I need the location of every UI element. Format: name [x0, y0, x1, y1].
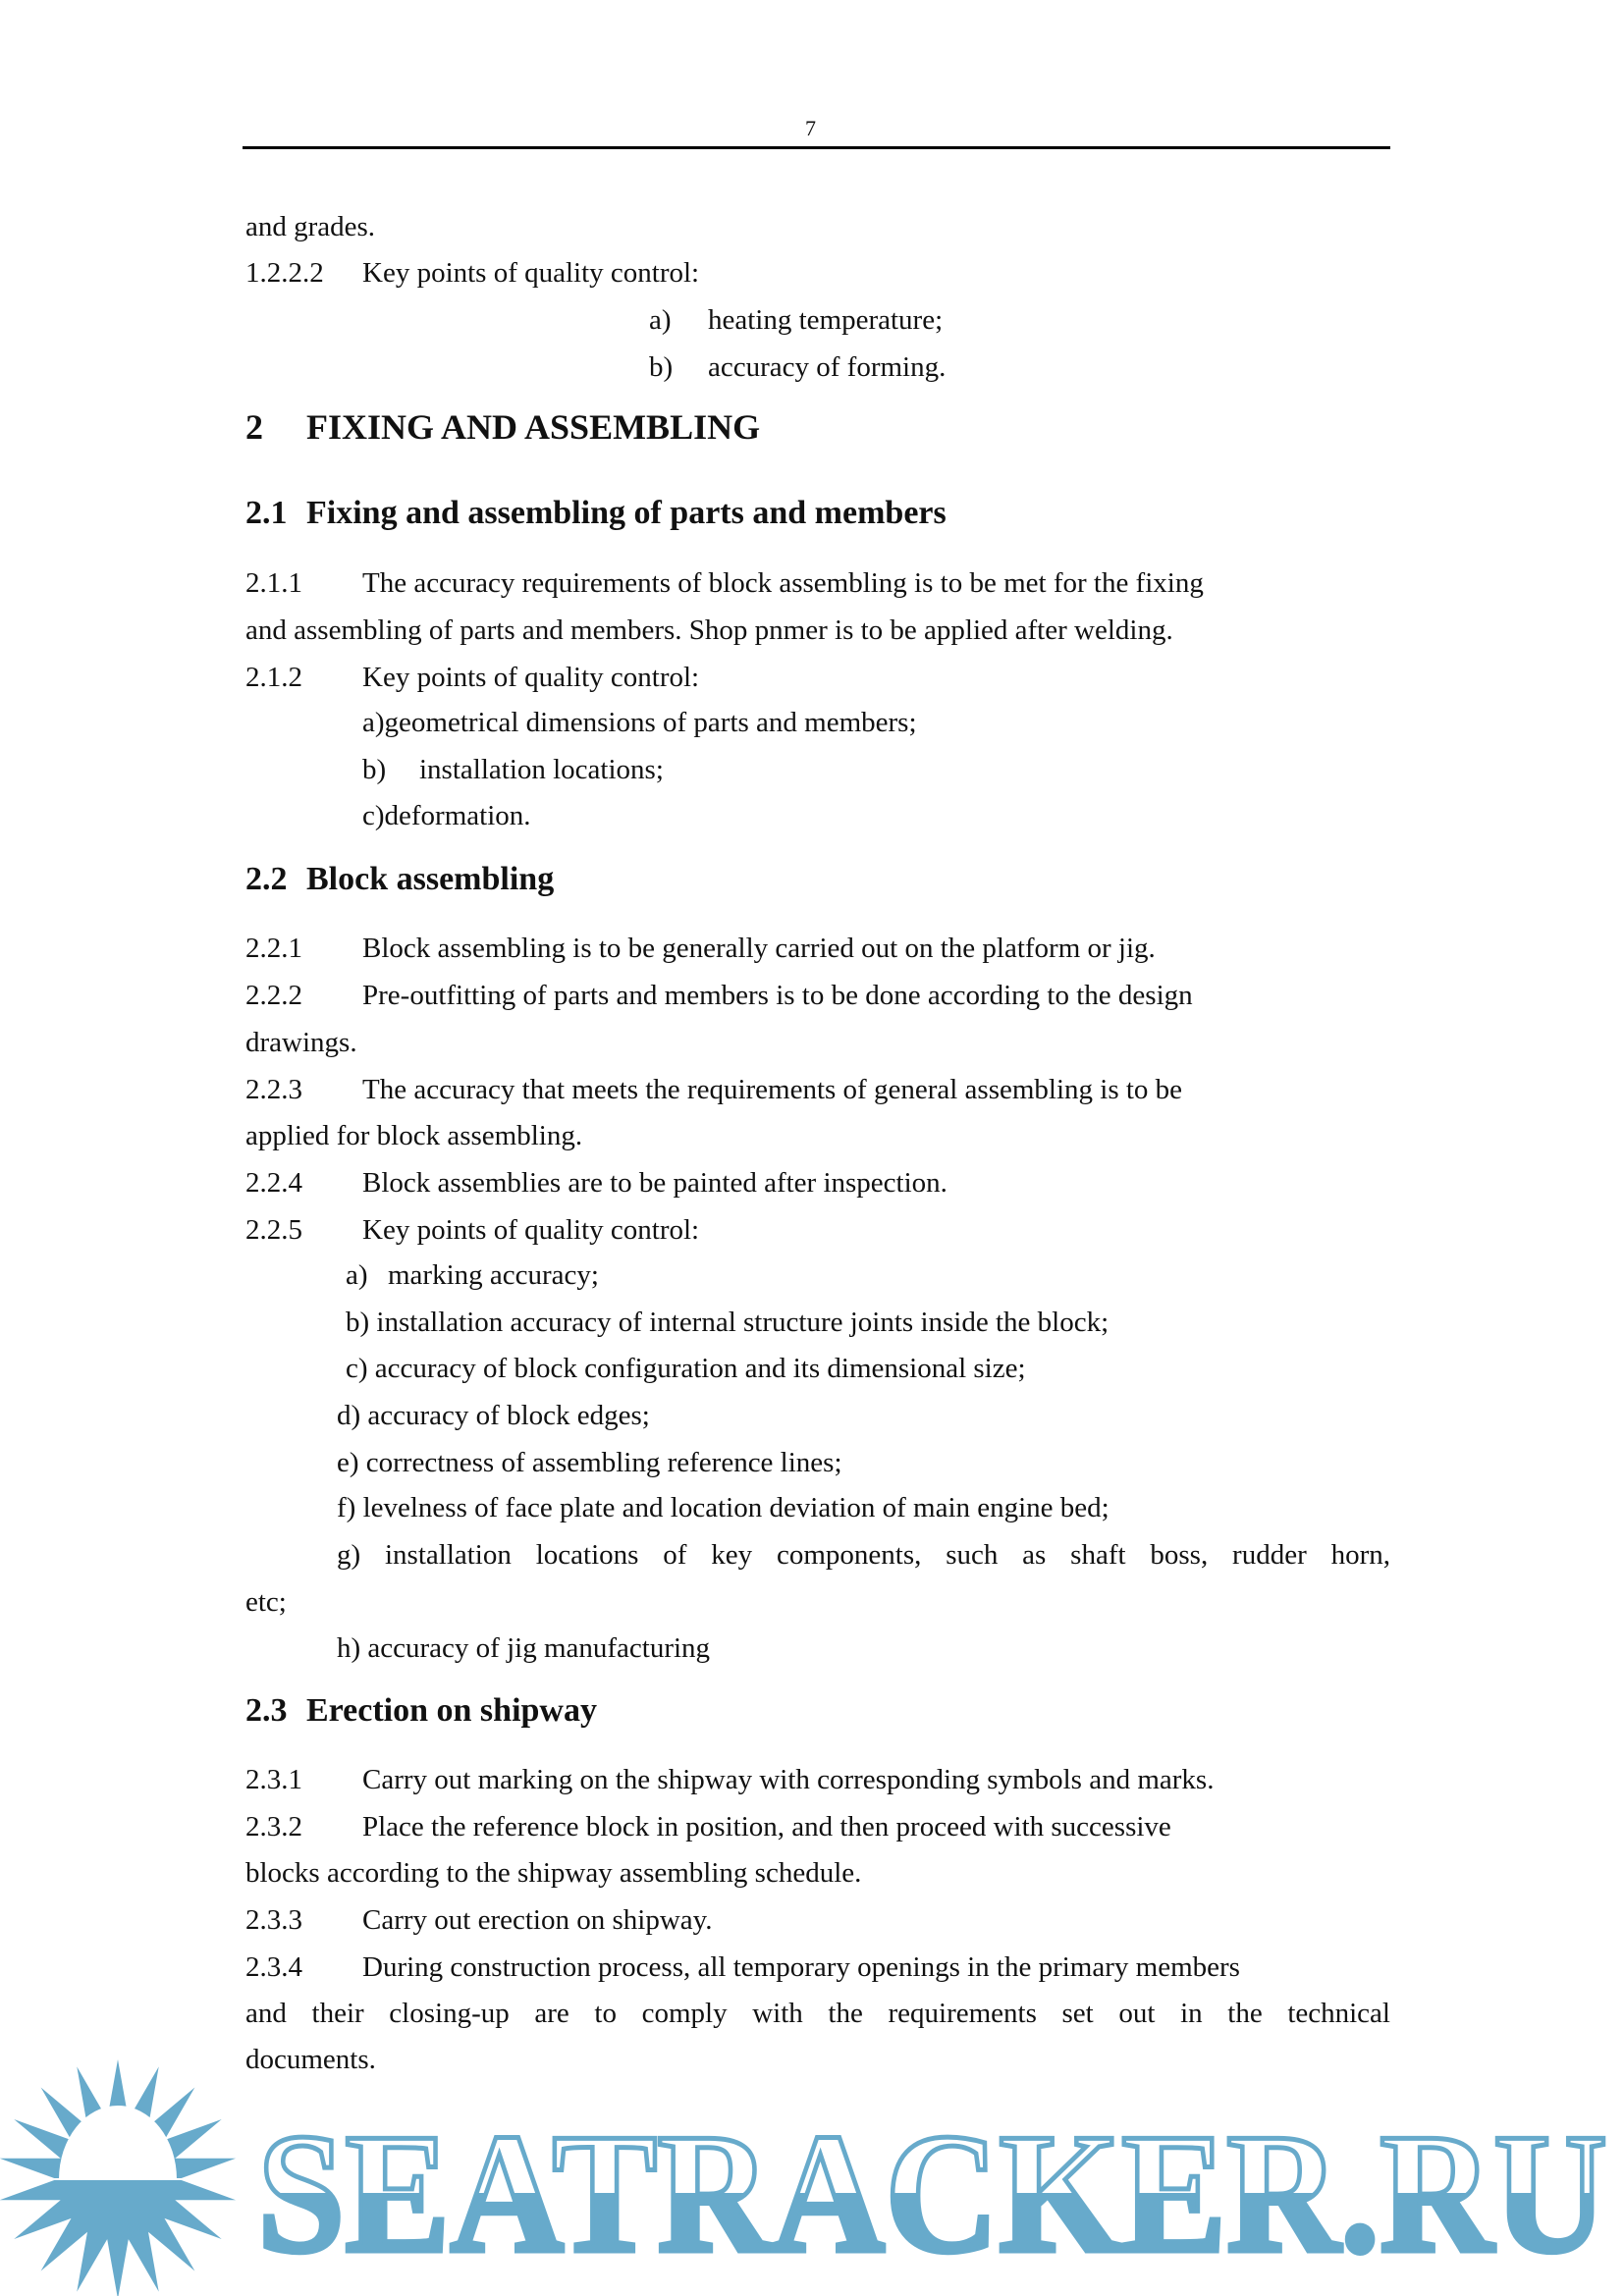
text-line: Block assemblies are to be painted after inspection.: [362, 1167, 947, 1199]
text-line: c)deformation.: [362, 800, 531, 831]
text-line: marking accuracy;: [388, 1259, 599, 1291]
watermark-text: SEATRACKER.RU: [257, 2098, 1607, 2288]
text-line: f) levelness of face plate and location deviation of main engine bed;: [337, 1492, 1110, 1523]
text-line: accuracy of forming.: [708, 351, 947, 383]
section-number: 2.2: [245, 861, 288, 897]
text-line: heating temperature;: [708, 304, 944, 336]
header-rule: [243, 146, 1390, 149]
section-number: 2.2.5: [245, 1214, 302, 1246]
text-line: and assembling of parts and members. Shop pnmer is to be applied after welding.: [245, 614, 1173, 646]
text-line: installation locations;: [419, 754, 664, 785]
section-number: b): [649, 351, 674, 383]
text-line: Pre-outfitting of parts and members is to be done according to the design: [362, 980, 1193, 1011]
section-number: 2.1.2: [245, 662, 302, 693]
page-number: 7: [805, 116, 816, 140]
text-line: applied for block assembling.: [245, 1120, 583, 1151]
section-number: 1.2.2.2: [245, 257, 324, 289]
section-heading: FIXING AND ASSEMBLING: [306, 407, 761, 447]
text-line: Block assembling is to be generally carried out on the platform or jig.: [362, 933, 1156, 964]
section-number: 2.3.1: [245, 1764, 302, 1795]
section-number: 2.3.3: [245, 1904, 302, 1936]
text-line: Carry out marking on the shipway with corresponding symbols and marks.: [362, 1764, 1215, 1795]
text-line: The accuracy that meets the requirements of general assembling is to be: [362, 1074, 1183, 1105]
text-line: The accuracy requirements of block assembling is to be met for the fixing: [362, 567, 1204, 599]
text-line: Carry out erection on shipway.: [362, 1904, 713, 1936]
text-line: g) installation locations of key components, such as shaft boss, rudder horn,: [337, 1539, 1390, 1571]
section-number: a): [649, 304, 672, 336]
section-heading: Erection on shipway: [306, 1692, 597, 1729]
text-line: a)geometrical dimensions of parts and members;: [362, 707, 917, 738]
sun-logo-icon: [0, 2059, 236, 2296]
section-number: b): [362, 754, 387, 785]
section-heading: Fixing and assembling of parts and members: [306, 495, 947, 531]
text-line: During construction process, all temporary openings in the primary members: [362, 1951, 1240, 1983]
text-line: etc;: [245, 1586, 287, 1618]
text-line: and their closing-up are to comply with the requirements set out in the technical: [245, 1998, 1390, 2029]
section-number: 2.2.2: [245, 980, 302, 1011]
section-number: 2: [245, 407, 263, 447]
text-line: h) accuracy of jig manufacturing: [337, 1632, 711, 1664]
text-line: Key points of quality control:: [362, 257, 700, 289]
seatracker-watermark: [0, 2047, 1624, 2296]
section-number: 2.1: [245, 495, 288, 531]
text-line: e) correctness of assembling reference lines;: [337, 1447, 842, 1478]
section-number: 2.3: [245, 1692, 288, 1729]
text-line: c) accuracy of block configuration and its dimensional size;: [346, 1353, 1026, 1384]
section-heading: Block assembling: [306, 861, 555, 897]
text-line: Place the reference block in position, and then proceed with successive: [362, 1811, 1171, 1842]
section-number: 2.2.3: [245, 1074, 302, 1105]
text-line: d) accuracy of block edges;: [337, 1400, 650, 1431]
text-line: b) installation accuracy of internal structure joints inside the block;: [346, 1307, 1110, 1338]
text-line: documents.: [245, 2044, 376, 2075]
section-number: 2.3.2: [245, 1811, 302, 1842]
section-number: 2.2.1: [245, 933, 302, 964]
text-line: blocks according to the shipway assembling schedule.: [245, 1857, 862, 1889]
text-line: and grades.: [245, 211, 376, 242]
text-line: Key points of quality control:: [362, 1214, 700, 1246]
section-number: 2.2.4: [245, 1167, 302, 1199]
text-line: Key points of quality control:: [362, 662, 700, 693]
section-number: a): [346, 1259, 368, 1291]
text-line: drawings.: [245, 1027, 357, 1058]
section-number: 2.3.4: [245, 1951, 302, 1983]
section-number: 2.1.1: [245, 567, 302, 599]
